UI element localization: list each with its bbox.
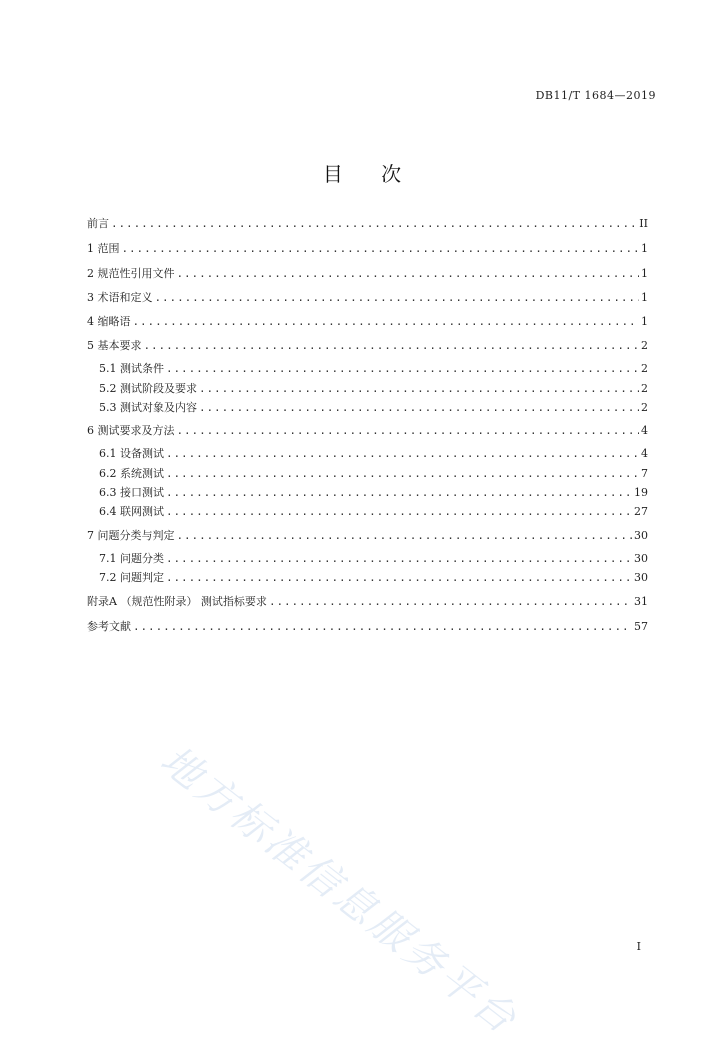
toc-entry-label: 7 问题分类与判定 xyxy=(87,529,175,542)
toc-entry-label: 参考文献 xyxy=(87,620,131,633)
dot-leader xyxy=(177,266,640,282)
toc-entry-page: 4 xyxy=(641,424,648,437)
toc-entry-test-conditions[interactable] xyxy=(99,361,648,377)
toc-entry-label: 附录A （规范性附录） 测试指标要求 xyxy=(87,595,267,608)
dot-leader xyxy=(166,504,632,520)
dot-leader xyxy=(166,466,639,482)
toc-entry-bibliography[interactable] xyxy=(87,619,648,635)
toc-entry-page: 4 xyxy=(641,447,648,460)
dot-leader xyxy=(133,619,632,635)
toc-entry-label: 7.1 问题分类 xyxy=(99,552,164,565)
toc-entry-page: 30 xyxy=(634,529,648,542)
toc-entry-interface-test[interactable] xyxy=(99,485,648,501)
toc-entry-page: 30 xyxy=(634,571,648,584)
dot-leader xyxy=(177,423,640,439)
toc-entry-page: 2 xyxy=(641,401,648,414)
toc-entry-basic-requirements[interactable] xyxy=(87,338,648,354)
toc-entry-terms-definitions[interactable] xyxy=(87,290,648,306)
dot-leader xyxy=(269,594,632,610)
toc-entry-test-stages[interactable] xyxy=(99,381,648,397)
toc-entry-label: 4 缩略语 xyxy=(87,315,131,328)
toc-entry-appendix-a[interactable] xyxy=(87,594,648,610)
toc-entry-page: 19 xyxy=(634,486,648,499)
toc-entry-label: 2 规范性引用文件 xyxy=(87,267,175,280)
watermark-text: 地方标准信息服务平台 xyxy=(151,737,527,1045)
toc-entry-issue-judgement[interactable] xyxy=(99,570,648,586)
dot-leader xyxy=(177,528,633,544)
document-code: DB11/T 1684—2019 xyxy=(535,89,656,102)
toc-entry-page: 27 xyxy=(634,505,648,518)
toc-entry-page: 2 xyxy=(641,382,648,395)
toc-entry-page: II xyxy=(639,217,648,230)
dot-leader xyxy=(144,338,640,354)
toc-entry-page: 2 xyxy=(641,339,648,352)
toc-entry-page: 2 xyxy=(641,362,648,375)
toc-entry-label: 6.4 联网测试 xyxy=(99,505,164,518)
dot-leader xyxy=(199,381,639,397)
toc-entry-label: 6.1 设备测试 xyxy=(99,447,164,460)
dot-leader xyxy=(166,570,632,586)
dot-leader xyxy=(133,314,640,330)
toc-entry-test-objects[interactable] xyxy=(99,400,648,416)
dot-leader xyxy=(122,241,640,257)
toc-entry-normative-references[interactable] xyxy=(87,266,648,282)
toc-entry-issue-classification[interactable] xyxy=(87,528,648,544)
dot-leader xyxy=(166,361,639,377)
page-title: 目 次 xyxy=(322,162,418,186)
toc-entry-label: 5 基本要求 xyxy=(87,339,142,352)
toc-entry-page: 7 xyxy=(641,467,648,480)
dot-leader xyxy=(111,216,637,232)
toc-entry-label: 7.2 问题判定 xyxy=(99,571,164,584)
toc-entry-page: 1 xyxy=(641,267,648,280)
toc-entry-page: 1 xyxy=(641,315,648,328)
toc-entry-scope[interactable] xyxy=(87,241,648,257)
toc-entry-page: 30 xyxy=(634,552,648,565)
toc-entry-label: 5.2 测试阶段及要求 xyxy=(99,382,197,395)
toc-entry-system-test[interactable] xyxy=(99,466,648,482)
toc-entry-network-test[interactable] xyxy=(99,504,648,520)
dot-leader xyxy=(166,551,632,567)
toc-entry-page: 1 xyxy=(641,242,648,255)
toc-entry-page: 1 xyxy=(641,291,648,304)
dot-leader xyxy=(166,485,632,501)
toc-entry-page: 57 xyxy=(634,620,648,633)
toc-entry-label: 6.3 接口测试 xyxy=(99,486,164,499)
toc-entry-label: 6.2 系统测试 xyxy=(99,467,164,480)
toc-entry-label: 1 范围 xyxy=(87,242,120,255)
page-number: I xyxy=(636,940,641,953)
toc-entry-foreword[interactable] xyxy=(87,216,648,232)
toc-entry-label: 6 测试要求及方法 xyxy=(87,424,175,437)
toc-entry-device-test[interactable] xyxy=(99,446,648,462)
toc-entry-abbreviations[interactable] xyxy=(87,314,648,330)
toc-entry-label: 5.3 测试对象及内容 xyxy=(99,401,197,414)
dot-leader xyxy=(166,446,639,462)
toc-entry-test-methods[interactable] xyxy=(87,423,648,439)
toc-entry-label: 3 术语和定义 xyxy=(87,291,153,304)
toc-entry-label: 前言 xyxy=(87,217,109,230)
toc-entry-issue-categories[interactable] xyxy=(99,551,648,567)
toc-entry-label: 5.1 测试条件 xyxy=(99,362,164,375)
dot-leader xyxy=(199,400,639,416)
toc-entry-page: 31 xyxy=(634,595,648,608)
dot-leader xyxy=(155,290,640,306)
